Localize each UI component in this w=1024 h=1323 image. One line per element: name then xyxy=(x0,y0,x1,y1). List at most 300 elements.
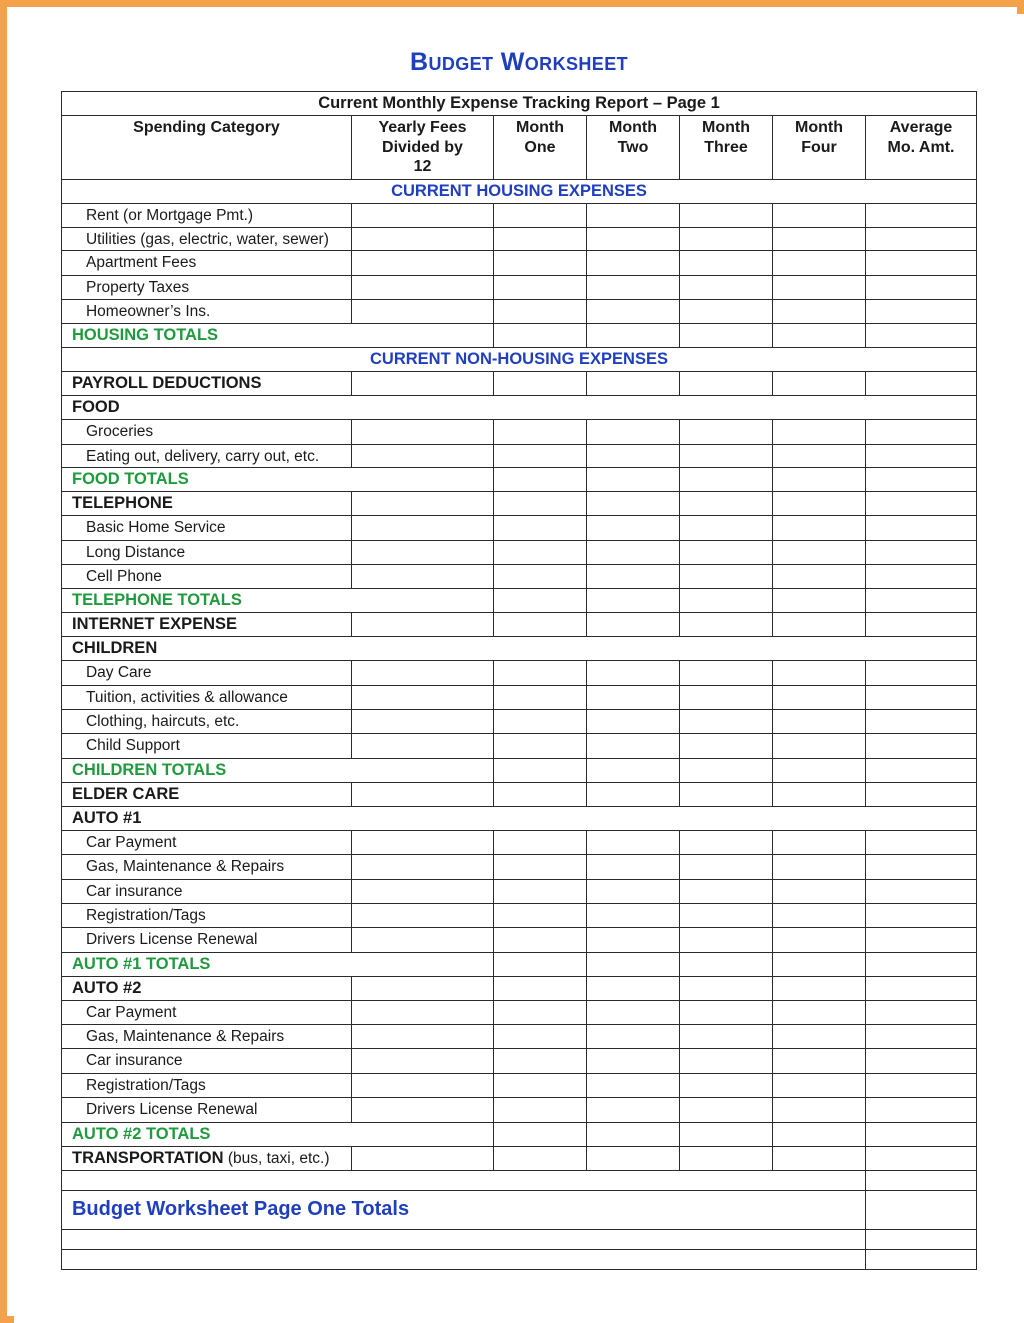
header-average-line2: Mo. Amt. xyxy=(887,138,955,156)
cell-month-three[interactable] xyxy=(679,444,772,467)
cell-month-four[interactable] xyxy=(772,589,865,613)
footer-cell-right[interactable] xyxy=(865,1249,976,1269)
cell-average[interactable] xyxy=(865,1000,976,1024)
row-label: Car Payment xyxy=(61,1000,351,1024)
cell-month-two[interactable] xyxy=(586,372,679,396)
cell-month-four[interactable] xyxy=(772,1049,865,1073)
page-title: Budget Worksheet xyxy=(409,48,628,76)
row-label: PAYROLL DEDUCTIONS xyxy=(61,372,351,396)
budget-table xyxy=(61,91,977,1270)
cell-month-one[interactable] xyxy=(493,227,586,250)
cell-month-one[interactable] xyxy=(493,420,586,444)
cell-month-four[interactable] xyxy=(772,300,865,324)
cell-yearly[interactable] xyxy=(351,1025,493,1049)
cell-month-one[interactable] xyxy=(493,1098,586,1122)
cell-month-two[interactable] xyxy=(586,227,679,250)
cell-yearly[interactable] xyxy=(351,613,493,637)
cell-average[interactable] xyxy=(865,661,976,685)
grand-total-row xyxy=(61,1190,976,1229)
header-month-four xyxy=(772,116,865,180)
footer-cell-left xyxy=(61,1249,865,1269)
cell-month-three[interactable] xyxy=(679,420,772,444)
cell-average[interactable] xyxy=(865,564,976,588)
cell-yearly[interactable] xyxy=(351,1098,493,1122)
row-label: CHILDREN TOTALS xyxy=(61,758,493,782)
table-row xyxy=(61,903,976,927)
cell-month-three[interactable] xyxy=(679,685,772,709)
spacer-cell-left xyxy=(61,1170,865,1190)
cell-month-four[interactable] xyxy=(772,203,865,227)
cell-yearly[interactable] xyxy=(351,782,493,806)
cell-month-two[interactable] xyxy=(586,275,679,299)
cell-month-four[interactable] xyxy=(772,928,865,952)
cell-average[interactable] xyxy=(865,300,976,324)
cell-month-two[interactable] xyxy=(586,710,679,734)
cell-month-two[interactable] xyxy=(586,468,679,492)
cell-month-two[interactable] xyxy=(586,758,679,782)
table-row xyxy=(61,1146,976,1170)
row-label: Child Support xyxy=(61,734,351,758)
cell-month-one[interactable] xyxy=(493,300,586,324)
cell-yearly[interactable] xyxy=(351,227,493,250)
cell-month-two[interactable] xyxy=(586,1098,679,1122)
cell-month-two[interactable] xyxy=(586,420,679,444)
cell-average[interactable] xyxy=(865,372,976,396)
cell-month-one[interactable] xyxy=(493,372,586,396)
cell-month-four[interactable] xyxy=(772,830,865,854)
row-label: Gas, Maintenance & Repairs xyxy=(61,855,351,879)
cell-month-one[interactable] xyxy=(493,540,586,564)
cell-month-three[interactable] xyxy=(679,372,772,396)
cell-yearly[interactable] xyxy=(351,275,493,299)
header-average-line1: Average xyxy=(889,119,953,136)
cell-yearly[interactable] xyxy=(351,540,493,564)
row-label: FOOD xyxy=(61,396,976,420)
cell-month-two[interactable] xyxy=(586,952,679,976)
cell-average[interactable] xyxy=(865,1049,976,1073)
cell-month-four[interactable] xyxy=(772,540,865,564)
cell-month-one[interactable] xyxy=(493,710,586,734)
row-label: TELEPHONE xyxy=(61,492,351,516)
table-header-row xyxy=(61,116,976,180)
cell-month-one[interactable] xyxy=(493,203,586,227)
cell-month-three[interactable] xyxy=(679,928,772,952)
cell-yearly[interactable] xyxy=(351,710,493,734)
cell-month-one[interactable] xyxy=(493,251,586,275)
cell-month-one[interactable] xyxy=(493,855,586,879)
cell-average[interactable] xyxy=(865,227,976,250)
cell-month-three[interactable] xyxy=(679,1146,772,1170)
cell-month-three[interactable] xyxy=(679,203,772,227)
header-month-one xyxy=(493,116,586,180)
cell-month-two[interactable] xyxy=(586,251,679,275)
cell-month-two[interactable] xyxy=(586,564,679,588)
table-row xyxy=(61,540,976,564)
cell-month-one[interactable] xyxy=(493,661,586,685)
cell-month-two[interactable] xyxy=(586,734,679,758)
cell-month-three[interactable] xyxy=(679,275,772,299)
table-row xyxy=(61,1098,976,1122)
cell-month-one[interactable] xyxy=(493,1000,586,1024)
row-label: Gas, Maintenance & Repairs xyxy=(61,1025,351,1049)
cell-month-one[interactable] xyxy=(493,468,586,492)
table-row xyxy=(61,661,976,685)
cell-month-three[interactable] xyxy=(679,468,772,492)
cell-average[interactable] xyxy=(865,855,976,879)
row-label: ELDER CARE xyxy=(61,782,351,806)
cell-month-three[interactable] xyxy=(679,1049,772,1073)
row-label: Cell Phone xyxy=(61,564,351,588)
cell-month-one[interactable] xyxy=(493,1025,586,1049)
cell-month-four[interactable] xyxy=(772,734,865,758)
cell-average[interactable] xyxy=(865,1122,976,1146)
cell-average[interactable] xyxy=(865,1025,976,1049)
cell-month-four[interactable] xyxy=(772,782,865,806)
cell-month-three[interactable] xyxy=(679,613,772,637)
header-month-one-line1: Month xyxy=(515,119,564,136)
cell-month-one[interactable] xyxy=(493,564,586,588)
cell-month-two[interactable] xyxy=(586,928,679,952)
cell-month-one[interactable] xyxy=(493,928,586,952)
worksheet-page xyxy=(14,14,1024,1323)
row-label: Eating out, delivery, carry out, etc. xyxy=(61,444,351,467)
cell-yearly[interactable] xyxy=(351,251,493,275)
cell-month-two[interactable] xyxy=(586,300,679,324)
cell-month-three[interactable] xyxy=(679,251,772,275)
cell-average[interactable] xyxy=(865,492,976,516)
cell-yearly[interactable] xyxy=(351,203,493,227)
cell-month-two[interactable] xyxy=(586,203,679,227)
cell-month-four[interactable] xyxy=(772,1098,865,1122)
cell-month-three[interactable] xyxy=(679,1098,772,1122)
header-month-two-line2: Two xyxy=(617,138,649,156)
cell-month-two[interactable] xyxy=(586,976,679,1000)
totals-row-auto-1 xyxy=(61,952,976,976)
cell-month-four[interactable] xyxy=(772,1122,865,1146)
cell-month-three[interactable] xyxy=(679,952,772,976)
header-month-three-line2: Three xyxy=(704,138,748,156)
header-month-three-line1: Month xyxy=(701,119,750,136)
cell-month-three[interactable] xyxy=(679,976,772,1000)
cell-average[interactable] xyxy=(865,734,976,758)
cell-month-four[interactable] xyxy=(772,1073,865,1097)
cell-month-three[interactable] xyxy=(679,516,772,540)
cell-month-four[interactable] xyxy=(772,903,865,927)
table-row xyxy=(61,396,976,420)
cell-month-four[interactable] xyxy=(772,613,865,637)
row-label: Drivers License Renewal xyxy=(61,1098,351,1122)
table-row xyxy=(61,855,976,879)
cell-month-four[interactable] xyxy=(772,952,865,976)
cell-month-three[interactable] xyxy=(679,661,772,685)
spacer-cell-right[interactable] xyxy=(865,1170,976,1190)
cell-average[interactable] xyxy=(865,516,976,540)
table-row xyxy=(61,879,976,903)
table-row xyxy=(61,613,976,637)
cell-month-one[interactable] xyxy=(493,1122,586,1146)
cell-month-two[interactable] xyxy=(586,830,679,854)
cell-yearly[interactable] xyxy=(351,879,493,903)
cell-yearly[interactable] xyxy=(351,903,493,927)
cell-yearly[interactable] xyxy=(351,372,493,396)
cell-month-three[interactable] xyxy=(679,1073,772,1097)
cell-month-four[interactable] xyxy=(772,758,865,782)
cell-average[interactable] xyxy=(865,1098,976,1122)
cell-month-two[interactable] xyxy=(586,685,679,709)
cell-month-two[interactable] xyxy=(586,589,679,613)
cell-month-four[interactable] xyxy=(772,661,865,685)
cell-yearly[interactable] xyxy=(351,830,493,854)
cell-month-one[interactable] xyxy=(493,734,586,758)
row-label: AUTO #2 xyxy=(61,976,351,1000)
cell-month-four[interactable] xyxy=(772,1025,865,1049)
cell-month-four[interactable] xyxy=(772,372,865,396)
cell-month-four[interactable] xyxy=(772,564,865,588)
table-row xyxy=(61,928,976,952)
cell-month-two[interactable] xyxy=(586,1049,679,1073)
cell-month-four[interactable] xyxy=(772,879,865,903)
cell-month-three[interactable] xyxy=(679,855,772,879)
row-label: Car Payment xyxy=(61,830,351,854)
cell-yearly[interactable] xyxy=(351,564,493,588)
cell-month-three[interactable] xyxy=(679,758,772,782)
table-row xyxy=(61,1049,976,1073)
cell-month-four[interactable] xyxy=(772,1146,865,1170)
cell-month-four[interactable] xyxy=(772,444,865,467)
cell-month-one[interactable] xyxy=(493,830,586,854)
cell-yearly[interactable] xyxy=(351,734,493,758)
header-month-three xyxy=(679,116,772,180)
cell-month-one[interactable] xyxy=(493,1146,586,1170)
cell-yearly[interactable] xyxy=(351,420,493,444)
row-label: AUTO #2 TOTALS xyxy=(61,1122,493,1146)
cell-month-four[interactable] xyxy=(772,275,865,299)
section-header-nonhousing-row xyxy=(61,348,976,372)
cell-month-four[interactable] xyxy=(772,420,865,444)
grand-total-value[interactable] xyxy=(865,1190,976,1229)
cell-month-four[interactable] xyxy=(772,685,865,709)
cell-month-two[interactable] xyxy=(586,1025,679,1049)
cell-average[interactable] xyxy=(865,251,976,275)
cell-month-three[interactable] xyxy=(679,1025,772,1049)
cell-yearly[interactable] xyxy=(351,855,493,879)
cell-month-three[interactable] xyxy=(679,589,772,613)
cell-month-three[interactable] xyxy=(679,564,772,588)
cell-month-three[interactable] xyxy=(679,734,772,758)
cell-average[interactable] xyxy=(865,879,976,903)
cell-average[interactable] xyxy=(865,275,976,299)
cell-average[interactable] xyxy=(865,710,976,734)
cell-average[interactable] xyxy=(865,976,976,1000)
footer-blank-row-1 xyxy=(61,1229,976,1249)
header-spending-category: Spending Category xyxy=(61,116,351,180)
cell-yearly[interactable] xyxy=(351,300,493,324)
cell-month-one[interactable] xyxy=(493,1073,586,1097)
cell-average[interactable] xyxy=(865,830,976,854)
cell-yearly[interactable] xyxy=(351,1146,493,1170)
cell-month-two[interactable] xyxy=(586,879,679,903)
cell-month-three[interactable] xyxy=(679,492,772,516)
cell-yearly[interactable] xyxy=(351,444,493,467)
table-row xyxy=(61,685,976,709)
table-row xyxy=(61,275,976,299)
cell-average[interactable] xyxy=(865,1073,976,1097)
cell-month-four[interactable] xyxy=(772,227,865,250)
cell-average[interactable] xyxy=(865,685,976,709)
cell-average[interactable] xyxy=(865,589,976,613)
cell-month-three[interactable] xyxy=(679,782,772,806)
table-row xyxy=(61,976,976,1000)
cell-yearly[interactable] xyxy=(351,1073,493,1097)
cell-month-one[interactable] xyxy=(493,952,586,976)
cell-month-two[interactable] xyxy=(586,444,679,467)
row-label: Day Care xyxy=(61,661,351,685)
cell-month-two[interactable] xyxy=(586,516,679,540)
cell-month-two[interactable] xyxy=(586,613,679,637)
cell-month-four[interactable] xyxy=(772,976,865,1000)
row-label: TRANSPORTATION xyxy=(71,1148,224,1167)
cell-month-two[interactable] xyxy=(586,661,679,685)
grand-total-label: Budget Worksheet Page One Totals xyxy=(61,1190,865,1229)
cell-month-three[interactable] xyxy=(679,710,772,734)
row-label: HOUSING TOTALS xyxy=(61,324,493,348)
row-label: Registration/Tags xyxy=(61,1073,351,1097)
cell-month-one[interactable] xyxy=(493,613,586,637)
cell-average[interactable] xyxy=(865,444,976,467)
cell-month-three[interactable] xyxy=(679,830,772,854)
cell-yearly[interactable] xyxy=(351,1049,493,1073)
cell-month-one[interactable] xyxy=(493,782,586,806)
cell-average[interactable] xyxy=(865,420,976,444)
row-label: Property Taxes xyxy=(61,275,351,299)
cell-month-four[interactable] xyxy=(772,516,865,540)
cell-yearly[interactable] xyxy=(351,685,493,709)
totals-row-food xyxy=(61,468,976,492)
cell-month-four[interactable] xyxy=(772,251,865,275)
cell-month-two[interactable] xyxy=(586,540,679,564)
cell-average[interactable] xyxy=(865,782,976,806)
header-yearly-line1: Yearly Fees xyxy=(378,119,467,136)
cell-month-two[interactable] xyxy=(586,1146,679,1170)
cell-average[interactable] xyxy=(865,1146,976,1170)
cell-month-four[interactable] xyxy=(772,710,865,734)
row-label: CHILDREN xyxy=(61,637,976,661)
row-label: Long Distance xyxy=(61,540,351,564)
cell-month-one[interactable] xyxy=(493,758,586,782)
cell-month-four[interactable] xyxy=(772,1000,865,1024)
table-row xyxy=(61,1025,976,1049)
cell-month-two[interactable] xyxy=(586,903,679,927)
cell-month-two[interactable] xyxy=(586,324,679,348)
cell-month-one[interactable] xyxy=(493,879,586,903)
cell-month-two[interactable] xyxy=(586,1000,679,1024)
table-row xyxy=(61,203,976,227)
table-row xyxy=(61,227,976,250)
footer-blank-row-2 xyxy=(61,1249,976,1269)
cell-month-three[interactable] xyxy=(679,227,772,250)
cell-average[interactable] xyxy=(865,540,976,564)
footer-cell-right[interactable] xyxy=(865,1229,976,1249)
cell-month-three[interactable] xyxy=(679,300,772,324)
table-row xyxy=(61,251,976,275)
header-month-four-line2: Four xyxy=(801,138,837,156)
table-row xyxy=(61,806,976,830)
report-subtitle-row xyxy=(61,92,976,116)
cell-month-four[interactable] xyxy=(772,492,865,516)
cell-yearly[interactable] xyxy=(351,1000,493,1024)
cell-month-three[interactable] xyxy=(679,879,772,903)
cell-month-one[interactable] xyxy=(493,976,586,1000)
cell-yearly[interactable] xyxy=(351,928,493,952)
cell-month-one[interactable] xyxy=(493,516,586,540)
totals-row-housing xyxy=(61,324,976,348)
cell-yearly[interactable] xyxy=(351,976,493,1000)
cell-month-one[interactable] xyxy=(493,903,586,927)
footer-cell-left xyxy=(61,1229,865,1249)
cell-month-four[interactable] xyxy=(772,855,865,879)
spacer-row xyxy=(61,1170,976,1190)
table-row xyxy=(61,710,976,734)
cell-average[interactable] xyxy=(865,613,976,637)
cell-average[interactable] xyxy=(865,758,976,782)
cell-month-one[interactable] xyxy=(493,324,586,348)
cell-yearly[interactable] xyxy=(351,516,493,540)
cell-yearly[interactable] xyxy=(351,492,493,516)
cell-month-one[interactable] xyxy=(493,589,586,613)
cell-month-two[interactable] xyxy=(586,492,679,516)
cell-month-three[interactable] xyxy=(679,324,772,348)
cell-average[interactable] xyxy=(865,928,976,952)
cell-month-one[interactable] xyxy=(493,685,586,709)
row-label: Apartment Fees xyxy=(61,251,351,275)
cell-month-one[interactable] xyxy=(493,275,586,299)
table-row xyxy=(61,782,976,806)
report-subtitle: Current Monthly Expense Tracking Report – Page 1 xyxy=(61,92,976,116)
row-label: Clothing, haircuts, etc. xyxy=(61,710,351,734)
cell-average[interactable] xyxy=(865,203,976,227)
section-header-housing: CURRENT HOUSING EXPENSES xyxy=(61,179,976,203)
cell-month-one[interactable] xyxy=(493,1049,586,1073)
table-row xyxy=(61,516,976,540)
cell-month-three[interactable] xyxy=(679,1122,772,1146)
table-row xyxy=(61,372,976,396)
table-row xyxy=(61,300,976,324)
row-label: Groceries xyxy=(61,420,351,444)
cell-yearly[interactable] xyxy=(351,661,493,685)
cell-month-two[interactable] xyxy=(586,1073,679,1097)
cell-month-three[interactable] xyxy=(679,1000,772,1024)
row-label: Drivers License Renewal xyxy=(61,928,351,952)
section-header-nonhousing: CURRENT NON-HOUSING EXPENSES xyxy=(61,348,976,372)
cell-average[interactable] xyxy=(865,324,976,348)
cell-month-four[interactable] xyxy=(772,324,865,348)
cell-month-two[interactable] xyxy=(586,782,679,806)
cell-average[interactable] xyxy=(865,903,976,927)
cell-average[interactable] xyxy=(865,468,976,492)
cell-month-two[interactable] xyxy=(586,1122,679,1146)
row-label: Registration/Tags xyxy=(61,903,351,927)
cell-month-four[interactable] xyxy=(772,468,865,492)
header-yearly-line2: Divided by xyxy=(382,138,463,156)
cell-month-two[interactable] xyxy=(586,855,679,879)
cell-month-one[interactable] xyxy=(493,444,586,467)
cell-month-one[interactable] xyxy=(493,492,586,516)
table-row xyxy=(61,637,976,661)
cell-month-three[interactable] xyxy=(679,903,772,927)
row-label: INTERNET EXPENSE xyxy=(61,613,351,637)
cell-month-three[interactable] xyxy=(679,540,772,564)
cell-average[interactable] xyxy=(865,952,976,976)
